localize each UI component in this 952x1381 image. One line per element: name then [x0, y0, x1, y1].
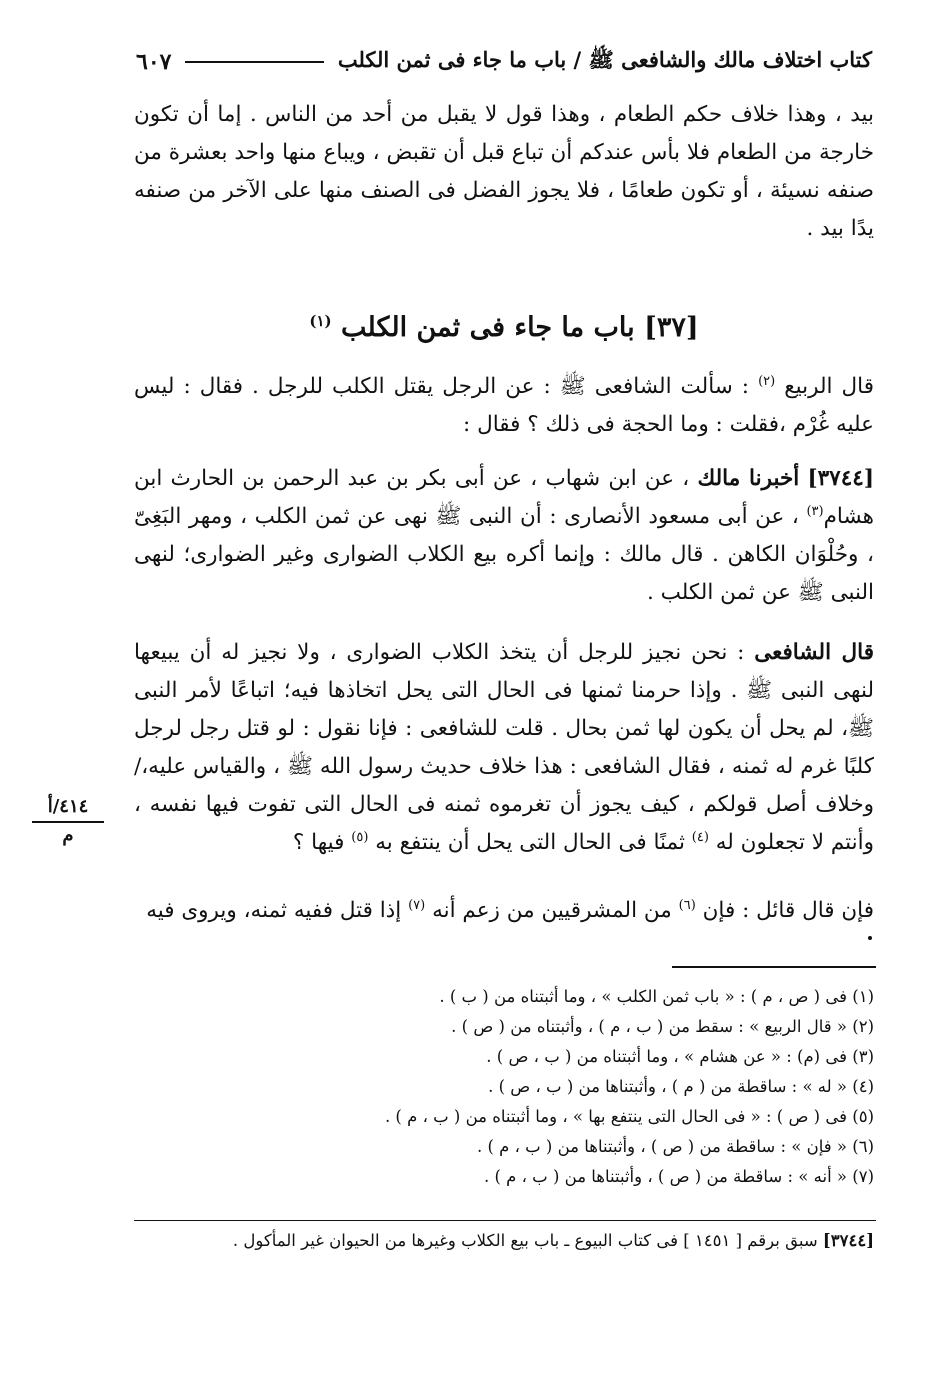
- footnote-item: (٢) « قال الربيع » : سقط من ( ب ، م ) ، وأثبتناه من ( ص ) .: [451, 1017, 874, 1036]
- hadith-text-a: ، عن ابن شهاب ، عن أبى بكر بن عبد الرحمن بن الحارث ابن هشام: [134, 466, 874, 529]
- footnote-ref-5: (٥): [351, 829, 369, 845]
- hadith-number: [٣٧٤٤]: [807, 466, 875, 491]
- chapter-title: [٣٧] باب ما جاء فى ثمن الكلب: [341, 312, 699, 343]
- objection-text-c: إذا قتل ففيه ثمنه، ويروى فيه: [146, 898, 402, 923]
- chapter-footnote-ref: (١): [309, 312, 332, 330]
- footnote-ref-6: (٦): [678, 897, 696, 913]
- hadith-paragraph: [134, 460, 874, 612]
- header-rule: [185, 61, 323, 63]
- rabi-text: : سألت الشافعى ﷺ : عن الرجل يقتل الكلب للرجل . فقال : ليس عليه غُرْم ،فقلت : وما الحجة فى ذلك ؟ فقال :: [134, 374, 874, 437]
- margin-folio: ٤١٤/أ: [47, 796, 89, 817]
- footnote-item: (٣) فى (م) : « عن هشام » ، وما أثبتناه من ( ب ، ص ) .: [486, 1047, 874, 1066]
- source-text: سبق برقم [ ١٤٥١ ] فى كتاب البيوع ـ باب بيع الكلاب وغيرها من الحيوان غير المأكول .: [232, 1231, 818, 1250]
- footnote-item: (٧) « أنه » : ساقطة من ( ص ) ، وأثبتناها من ( ب ، م ) .: [483, 1167, 874, 1186]
- objection-text-a: فإن قال قائل : فإن: [702, 898, 874, 923]
- footnote-ref-4: (٤): [691, 829, 709, 845]
- margin-rule: [32, 821, 104, 823]
- page-number: ٦٠٧: [136, 49, 172, 75]
- rabi-lead: قال الربيع: [784, 374, 874, 399]
- source-separator: [134, 1220, 876, 1221]
- manuscript-margin-ref: [32, 796, 104, 846]
- footnote-separator: [672, 966, 876, 968]
- objection-text-b: من المشرقيين من زعم أنه: [432, 898, 672, 923]
- footnote-item: (١) فى ( ص ، م ) : « باب ثمن الكلب » ، وما أثبتناه من ( ب ) .: [439, 987, 874, 1006]
- footnote-ref-3: (٣): [806, 503, 824, 519]
- shafii-text-b: ثمنًا فى الحال التى يحل أن ينتفع به: [375, 830, 685, 855]
- footnotes: [300, 982, 874, 1192]
- intro-paragraph: بيد ، وهذا خلاف حكم الطعام ، وهذا قول لا يقبل من أحد من الناس . إما أن تكون خارجة من الطعام فلا بأس عندكم أن تباع قبل أن تقبض ، ويباع منها واحد بعشرة من صنفه نسيئة ، أو تكون طعامًا ، فلا يجوز الفضل فى الصنف منها على الآخر من صنفه يدًا بيد .: [134, 102, 874, 241]
- objection-paragraph: [134, 892, 874, 930]
- source-note: [134, 1226, 874, 1256]
- footnote-item: (٥) فى ( ص ) : « فى الحال التى ينتفع بها » ، وما أثبتناه من ( ب ، م ) .: [384, 1107, 874, 1126]
- hadith-text-b: ، عن أبى مسعود الأنصارى : أن النبى ﷺ نهى عن ثمن الكلب ، ومهر البَغِىّ ، وحُلْوَان الكاهن . قال مالك : وإنما أكره بيع الكلاب الضوارى وغير الضوارى؛ لنهى النبى ﷺ عن ثمن الكلب .: [134, 504, 874, 605]
- chapter-heading: [134, 312, 874, 343]
- source-number: [٣٧٤٤]: [822, 1231, 874, 1250]
- running-header: [136, 44, 872, 80]
- footnote-ref-2: (٢): [758, 373, 776, 389]
- margin-siglum: م: [62, 825, 74, 846]
- shafii-text-a: : نحن نجيز للرجل أن يتخذ الكلاب الضوارى ، ولا نجيز له أن يبيعها لنهى النبى ﷺ . وإذا حرمنا ثمنها فى الحال التى يحل اتخاذها فيه؛ اتباعًا لأمر النبى ﷺ، لم يحل أن يكون لها ثمن بحال . قلت للشافعى : فإنا نقول : لو قتل رجل لرجل كلبًا غرم له ثمنه ، فقال الشافعى : هذا خلاف حديث رسول الله ﷺ ، والقياس عليه،/ وخلاف أصل قولكم ، كيف يجوز أن تغرموه ثمنه فى الحال التى تفوت فيها نفسه ، وأنتم لا تجعلون له: [134, 640, 874, 855]
- footnote-ref-7: (٧): [408, 897, 426, 913]
- shafii-paragraph: [134, 634, 874, 862]
- shafii-text-c: فيها ؟: [292, 830, 345, 855]
- header-title: كتاب اختلاف مالك والشافعى ﷺ / باب ما جاء فى ثمن الكلب: [337, 46, 872, 72]
- hadith-lead: أخبرنا مالك: [697, 466, 800, 491]
- rabi-paragraph: [134, 368, 874, 444]
- shafii-lead: قال الشافعى: [754, 640, 874, 665]
- stray-dot: [868, 936, 872, 940]
- footnote-item: (٤) « له » : ساقطة من ( م ) ، وأثبتناها من ( ب ، ص ) .: [488, 1077, 874, 1096]
- footnote-item: (٦) « فإن » : ساقطة من ( ص ) ، وأثبتناها من ( ب ، م ) .: [476, 1137, 874, 1156]
